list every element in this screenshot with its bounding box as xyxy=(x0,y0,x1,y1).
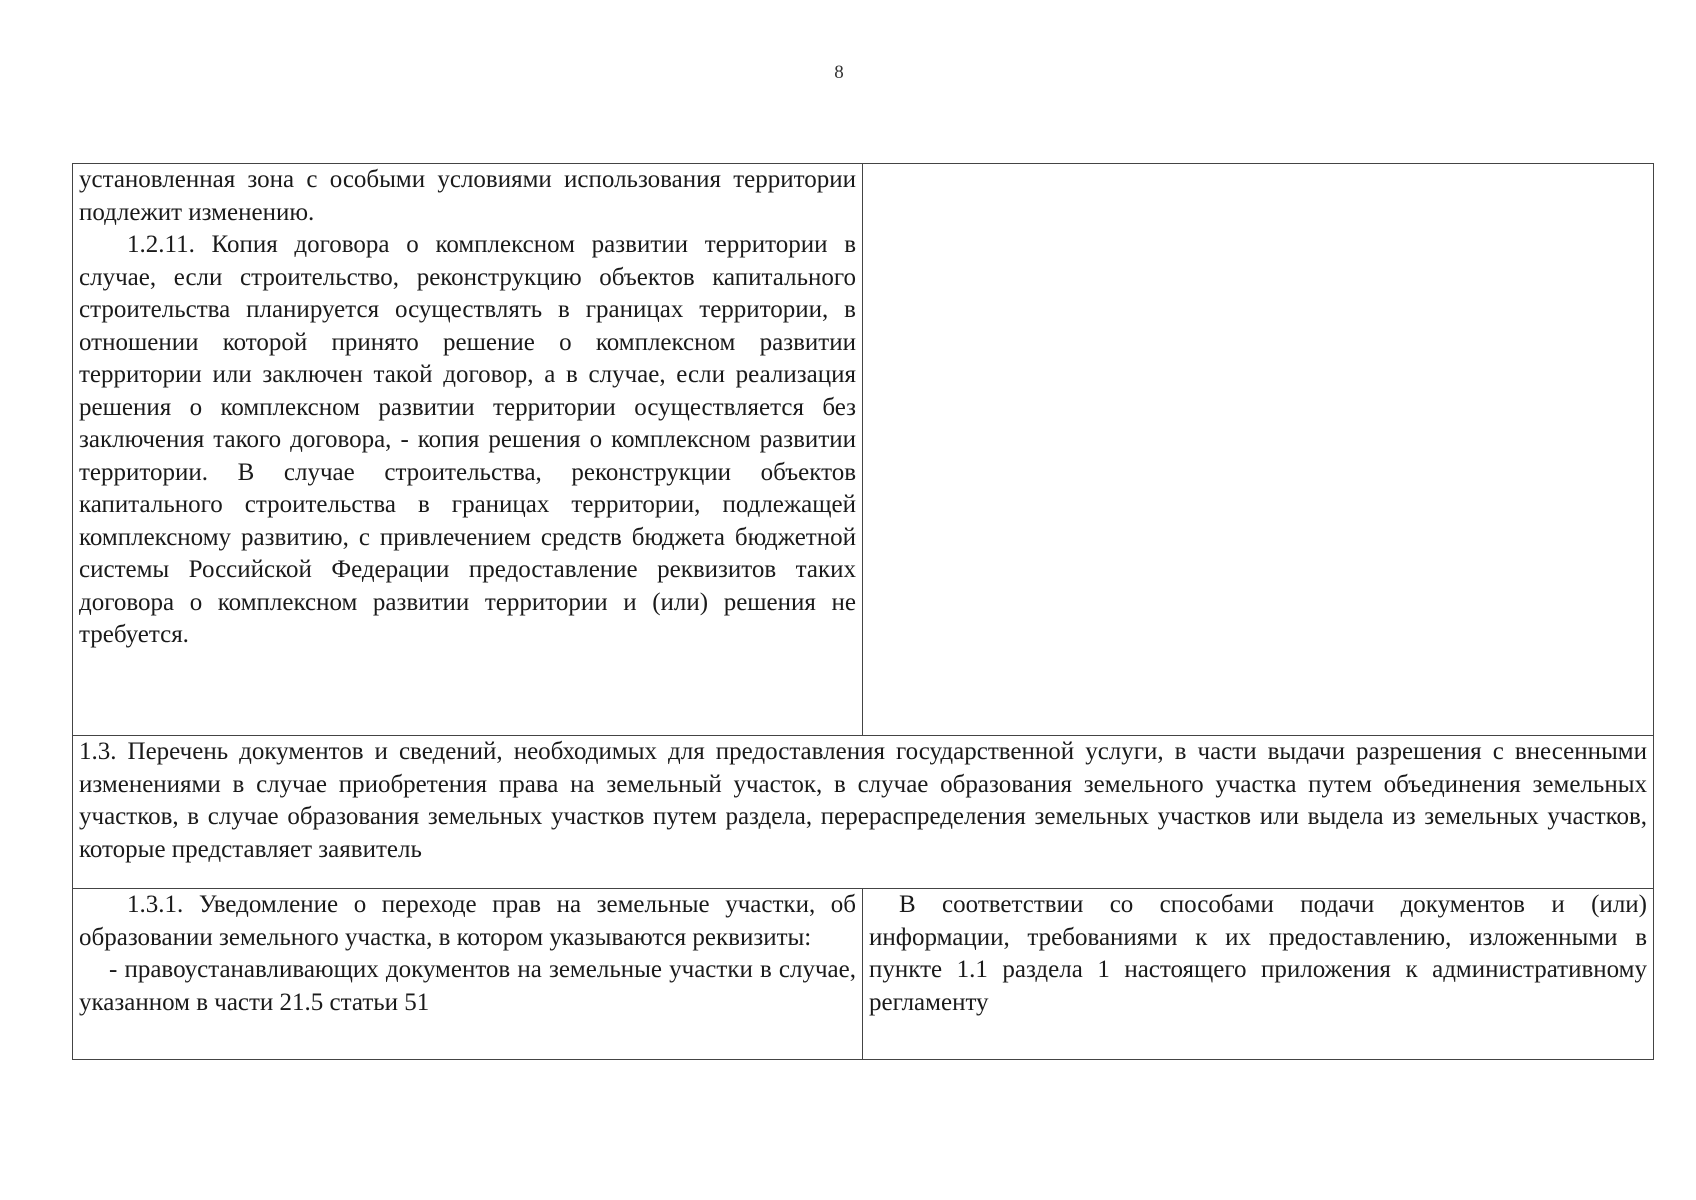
table-cell-left xyxy=(73,164,863,736)
table-row xyxy=(73,164,1654,736)
list-item: - правоустанавливающих документов на земельные участки в случае, указанном в части 21.5 статьи 51 xyxy=(79,956,856,1016)
paragraph-1-2-11: 1.2.11. Копия договора о комплексном развитии территории в случае, если строительство, реконструкцию объектов капитального строительства планируется осуществлять в границах территории, в отношении которой принято решение о комплексном развитии территории или заключен такой договор, а в случае, если реализация решения о комплексном развитии территории осуществляется без заключения такого договора, - копия решения о комплексном развитии территории. В случае строительства, реконструкции объектов капитального строительства в границах территории, подлежащей комплексному развитию, с привлечением средств бюджета бюджетной системы Российской Федерации предоставление реквизитов таких договора о комплексном развитии территории и (или) решения не требуется. xyxy=(79,231,856,648)
paragraph: В соответствии со способами подачи документов и (или) информации, требованиями к их предоставлению, изложенными в пункте 1.1 раздела 1 настоящего приложения к административному регламенту xyxy=(869,891,1647,1016)
page-number: 8 xyxy=(834,62,844,83)
table-cell-left xyxy=(73,889,863,1060)
documents-table xyxy=(72,163,1654,1060)
section-heading-1-3: 1.3. Перечень документов и сведений, необходимых для предоставления государственной услуги, в части выдачи разрешения с внесенными изменениями в случае приобретения права на земельный участок, в случае образования земельного участка путем объединения земельных участков, в случае образования земельных участков путем раздела, перераспределения земельных участков или выдела из земельных участков, которые представляет заявитель xyxy=(73,736,1654,889)
table-row-section-heading xyxy=(73,736,1654,889)
paragraph-1-3-1: 1.3.1. Уведомление о переходе прав на земельные участки, об образовании земельного участка, в котором указываются реквизиты: xyxy=(79,891,856,951)
table-cell-right xyxy=(863,889,1654,1060)
table-cell-right-empty xyxy=(863,164,1654,736)
table-row xyxy=(73,889,1654,1060)
paragraph: установленная зона с особыми условиями использования территории подлежит изменению. xyxy=(79,166,856,226)
